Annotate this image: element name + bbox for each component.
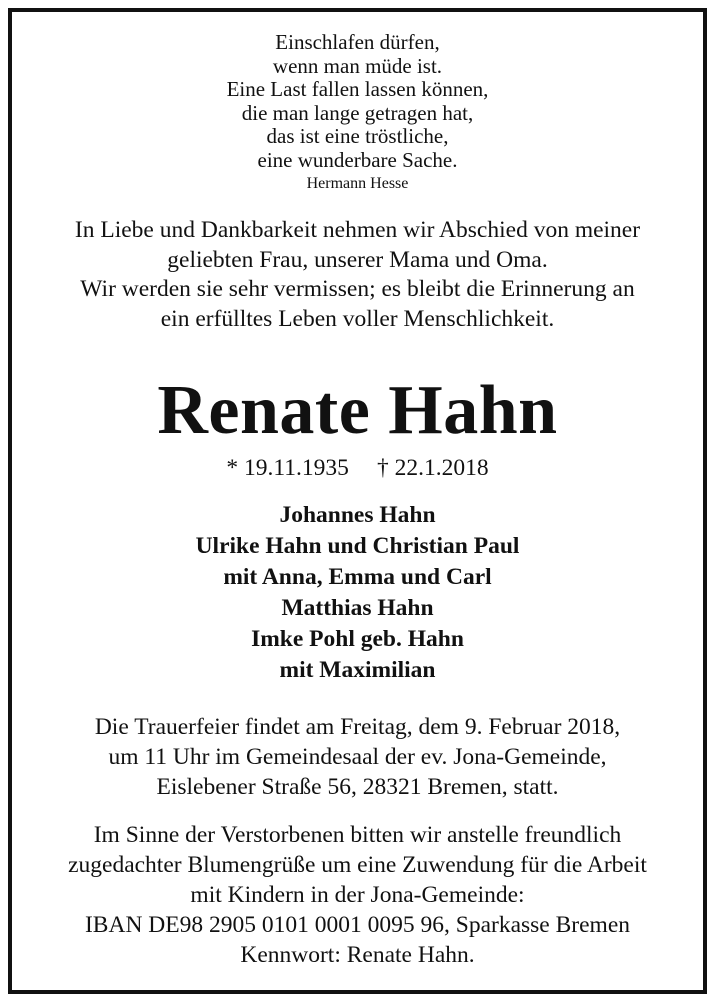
family-line: Johannes Hahn bbox=[279, 502, 436, 528]
donation-line: mit Kindern in der Jona-Gemeinde: bbox=[190, 882, 525, 908]
keyword-line: Kennwort: Renate Hahn. bbox=[240, 942, 475, 968]
intro-block bbox=[12, 216, 703, 334]
death-date: † 22.1.2018 bbox=[376, 455, 489, 481]
family-line: mit Anna, Emma und Carl bbox=[223, 564, 492, 590]
iban-line: IBAN DE98 2905 0101 0001 0095 96, Sparkasse Bremen bbox=[84, 912, 630, 938]
obituary-notice bbox=[12, 12, 703, 990]
poem-line: Eine Last fallen lassen können, bbox=[226, 77, 489, 101]
poem-line: eine wunderbare Sache. bbox=[257, 147, 458, 172]
donation-line: zugedachter Blumengrüße um eine Zuwendung für die Arbeit bbox=[68, 852, 647, 878]
poem-block bbox=[12, 31, 703, 195]
service-line: Eislebener Straße 56, 28321 Bremen, statt. bbox=[156, 774, 559, 800]
intro-line: geliebten Frau, unserer Mama und Oma. bbox=[167, 246, 548, 273]
poem-line: das ist eine tröstliche, bbox=[266, 124, 449, 148]
poem-author: Hermann Hesse bbox=[306, 175, 409, 192]
poem-line: die man lange getragen hat, bbox=[241, 100, 474, 125]
service-line: Die Trauerfeier findet am Freitag, dem 9. Februar 2018, bbox=[94, 714, 621, 740]
poem-line: Einschlafen dürfen, bbox=[275, 30, 440, 54]
family-line: Ulrike Hahn und Christian Paul bbox=[195, 533, 520, 559]
intro-line: ein erfülltes Leben voller Menschlichkeit. bbox=[160, 305, 555, 332]
life-dates bbox=[12, 454, 703, 482]
family-line: mit Maximilian bbox=[279, 657, 436, 683]
deceased-name: Renate Hahn bbox=[157, 372, 558, 449]
poem-line: wenn man müde ist. bbox=[272, 53, 443, 78]
service-line: um 11 Uhr im Gemeindesaal der ev. Jona-Gemeinde, bbox=[108, 744, 607, 770]
birth-date: * 19.11.1935 bbox=[226, 455, 349, 481]
intro-line: Wir werden sie sehr vermissen; es bleibt die Erinnerung an bbox=[80, 276, 635, 302]
family-line: Imke Pohl geb. Hahn bbox=[251, 626, 464, 652]
donation-block bbox=[12, 820, 703, 970]
donation-line: Im Sinne der Verstorbenen bitten wir anstelle freundlich bbox=[93, 822, 622, 848]
family-line: Matthias Hahn bbox=[281, 595, 434, 621]
intro-line: In Liebe und Dankbarkeit nehmen wir Abschied von meiner bbox=[74, 217, 641, 243]
family-block bbox=[12, 500, 703, 686]
service-block bbox=[12, 712, 703, 802]
